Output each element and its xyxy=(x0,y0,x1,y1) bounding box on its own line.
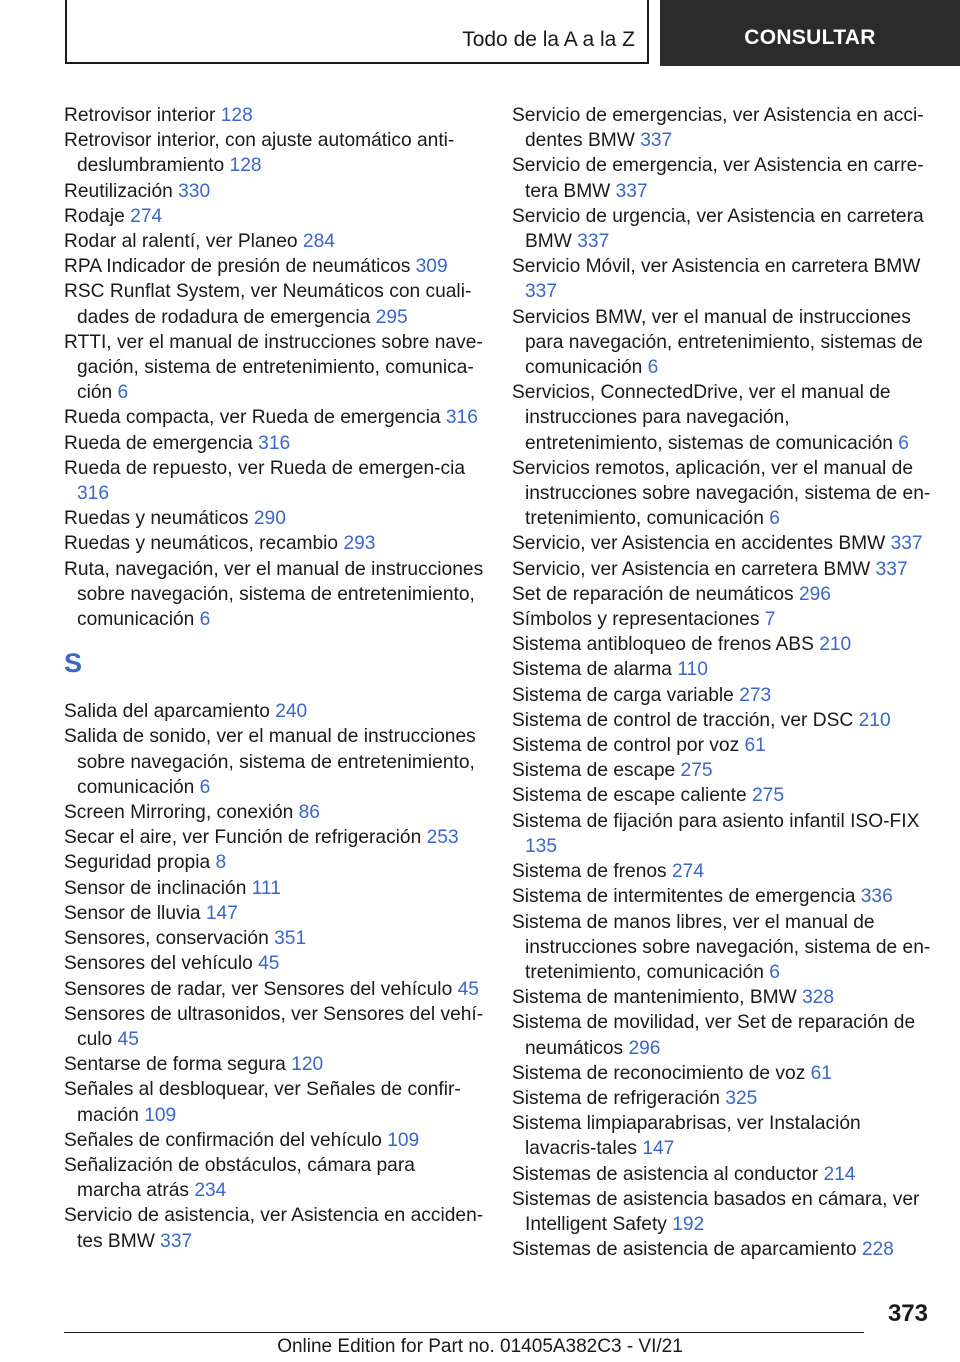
index-entry xyxy=(512,1187,932,1237)
index-entry xyxy=(64,279,484,329)
index-entry-text: Ruta, navegación, ver el manual de instrucciones sobre navegación, sistema de entretenimiento, comunicación xyxy=(64,558,484,631)
index-page-link[interactable]: 210 xyxy=(819,634,852,656)
index-entry-text: Sensores, conservación xyxy=(64,928,269,950)
index-entry-text: Servicio, ver Asistencia en accidentes BMW xyxy=(512,533,886,555)
index-entry-text: Sensores del vehículo xyxy=(64,953,253,975)
index-page-link[interactable]: 6 xyxy=(647,357,659,379)
index-page-link[interactable]: 120 xyxy=(291,1054,324,1076)
index-entry xyxy=(512,632,932,657)
index-page-link[interactable]: 234 xyxy=(194,1180,227,1202)
header-tab-todo-a-z[interactable]: Todo de la A a la Z xyxy=(462,28,635,51)
index-entry xyxy=(512,531,932,556)
index-entry xyxy=(512,884,932,909)
index-entry-text: Servicios BMW, ver el manual de instrucciones para navegación, entretenimiento, sistemas de comunicación xyxy=(512,306,923,379)
header-bottom-rule xyxy=(65,62,649,64)
index-page-link[interactable]: 296 xyxy=(798,583,831,605)
index-entry-text: Sensor de inclinación xyxy=(64,877,247,899)
index-entry-text: Screen Mirroring, conexión xyxy=(64,802,294,824)
index-entry xyxy=(512,254,932,304)
index-entry xyxy=(64,128,484,178)
index-page-link[interactable]: 135 xyxy=(525,835,558,857)
index-entry-text: Servicio de emergencia, ver Asistencia en carre-tera BMW xyxy=(512,155,924,202)
index-entry-text: Sistema de movilidad, ver Set de reparación de neumáticos xyxy=(512,1012,916,1059)
index-entry-text: Sistema de carga variable xyxy=(512,684,734,706)
index-page-link[interactable]: 284 xyxy=(302,231,335,253)
index-entry-text: Rodaje xyxy=(64,205,125,227)
footer-rule xyxy=(64,1332,864,1333)
index-page-link[interactable]: 86 xyxy=(298,802,320,824)
index-page-link[interactable]: 192 xyxy=(672,1213,705,1235)
index-entry-text: Ruedas y neumáticos, recambio xyxy=(64,533,339,555)
index-entry-text: Servicios remotos, aplicación, ver el manual de instrucciones sobre navegación, sistema de en-tretenimiento, comunicación xyxy=(512,457,931,530)
index-entry-text: Servicio de asistencia, ver Asistencia en acciden-tes BMW xyxy=(64,1205,484,1252)
index-page-link[interactable]: 214 xyxy=(823,1163,856,1185)
index-entry xyxy=(64,531,484,556)
index-entry-text: Salida del aparcamiento xyxy=(64,701,270,723)
index-entry-text: Sensor de lluvia xyxy=(64,902,201,924)
index-entry-text: Sistemas de asistencia de aparcamiento xyxy=(512,1239,857,1261)
index-page-link[interactable]: 8 xyxy=(215,852,227,874)
index-page-link[interactable]: 253 xyxy=(426,827,459,849)
index-entry xyxy=(64,1052,484,1077)
index-entry-text: Seguridad propia xyxy=(64,852,211,874)
index-entry xyxy=(64,1077,484,1127)
index-entry xyxy=(64,951,484,976)
index-entry xyxy=(64,204,484,229)
index-entry xyxy=(512,1111,932,1161)
index-entry-text: Sistema de intermitentes de emergencia xyxy=(512,886,856,908)
index-page-link[interactable]: 7 xyxy=(764,609,776,631)
index-column-right xyxy=(512,103,932,1262)
index-page-link[interactable]: 336 xyxy=(860,886,893,908)
index-page-link[interactable]: 273 xyxy=(739,684,772,706)
index-entry-text: Servicio, ver Asistencia en carretera BMW xyxy=(512,558,871,580)
index-entry xyxy=(64,330,484,406)
index-entry-text: Señales de confirmación del vehículo xyxy=(64,1129,382,1151)
index-entry-text: Sistema de refrigeración xyxy=(512,1087,720,1109)
header-divider xyxy=(647,0,649,64)
index-entry-text: Sistema de fijación para asiento infantil ISO-FIX xyxy=(512,810,920,832)
index-entry xyxy=(512,1061,932,1086)
index-entry xyxy=(512,103,932,153)
index-entry-text: Rueda de emergencia xyxy=(64,432,253,454)
index-entry xyxy=(64,179,484,204)
index-entry-text: Sistema de escape xyxy=(512,760,676,782)
index-entry xyxy=(512,985,932,1010)
index-page-link[interactable]: 328 xyxy=(802,987,835,1009)
index-entry-text: Rueda de repuesto, ver Rueda de emergen-cia xyxy=(64,457,466,479)
index-page-link[interactable]: 337 xyxy=(160,1230,193,1252)
index-page-link[interactable]: 6 xyxy=(898,432,909,454)
index-entry xyxy=(64,876,484,901)
index-entry xyxy=(64,557,484,633)
index-entry xyxy=(512,582,932,607)
index-page-link[interactable]: 61 xyxy=(744,735,766,757)
index-entry-text: Rodar al ralentí, ver Planeo xyxy=(64,231,298,253)
index-page-link[interactable]: 325 xyxy=(725,1087,758,1109)
index-page-link[interactable]: 275 xyxy=(752,785,785,807)
header-tab-consultar[interactable]: CONSULTAR xyxy=(660,0,960,66)
index-page-link[interactable]: 240 xyxy=(275,701,308,723)
index-entry-text: Sistema de alarma xyxy=(512,659,672,681)
index-page-link[interactable]: 337 xyxy=(577,231,610,253)
index-entry xyxy=(64,103,484,128)
index-entry xyxy=(64,977,484,1002)
index-letter-heading: S xyxy=(64,648,83,679)
index-page-link[interactable]: 295 xyxy=(375,306,408,328)
index-page-link[interactable]: 61 xyxy=(810,1062,832,1084)
index-entry-text: Servicio de emergencias, ver Asistencia en acci-dentes BMW xyxy=(512,105,924,152)
index-page-link[interactable]: 274 xyxy=(672,861,705,883)
index-entry-text: Servicio de urgencia, ver Asistencia en carretera BMW xyxy=(512,205,924,253)
index-page-link[interactable]: 337 xyxy=(890,533,923,555)
index-entry-text: Sistemas de asistencia al conductor xyxy=(512,1163,819,1185)
index-entry-text: Sistema antibloqueo de frenos ABS xyxy=(512,634,814,656)
index-page-link[interactable]: 296 xyxy=(628,1037,661,1059)
index-entry xyxy=(64,1128,484,1153)
index-page-link[interactable]: 316 xyxy=(445,407,478,429)
index-page-link[interactable]: 6 xyxy=(769,961,780,983)
index-page-link[interactable]: 111 xyxy=(251,877,281,899)
index-entry-text: Sensores de ultrasonidos, ver Sensores del vehí-culo xyxy=(64,1003,484,1050)
index-page-link[interactable]: 228 xyxy=(861,1239,894,1261)
index-entry xyxy=(512,557,932,582)
header-left-rule xyxy=(65,0,67,64)
index-entry xyxy=(64,405,484,430)
index-entry-text: Sistema limpiaparabrisas, ver Instalación lavacris-tales xyxy=(512,1113,861,1160)
index-page-link[interactable]: 45 xyxy=(457,978,479,1000)
index-entry xyxy=(64,254,484,279)
page-number: 373 xyxy=(887,1300,928,1327)
index-entry-text: Sensores de radar, ver Sensores del vehículo xyxy=(64,978,453,1000)
index-entry-text: Retrovisor interior, con ajuste automático anti-deslumbramiento xyxy=(64,130,455,177)
index-entry xyxy=(512,708,932,733)
index-entry-text: RSC Runflat System, ver Neumáticos con cuali-dades de rodadura de emergencia xyxy=(64,281,472,328)
index-entry-text: RTTI, ver el manual de instrucciones sobre nave-gación, sistema de entretenimiento, comunica-ción xyxy=(64,331,483,404)
index-entry xyxy=(64,431,484,456)
index-page-link[interactable]: 147 xyxy=(205,902,238,924)
index-entry-text: Sistema de frenos xyxy=(512,861,667,883)
index-page-link[interactable]: 45 xyxy=(258,953,280,975)
index-entry xyxy=(512,910,932,986)
index-entry xyxy=(512,305,932,381)
index-entry-text: Secar el aire, ver Función de refrigeración xyxy=(64,827,422,849)
index-entry-text: Servicios, ConnectedDrive, ver el manual de instrucciones para navegación, entretenimiento, sistemas de comunicación xyxy=(512,382,893,454)
index-page-link[interactable]: 309 xyxy=(415,256,448,278)
index-entry xyxy=(64,229,484,254)
index-entry xyxy=(512,153,932,203)
index-entry xyxy=(64,901,484,926)
index-page-link[interactable]: 337 xyxy=(615,180,648,202)
index-entry xyxy=(512,733,932,758)
footer-edition: Online Edition for Part no. 01405A382C3 - VI/21 xyxy=(277,1336,683,1357)
index-column-left xyxy=(64,103,484,1254)
index-page-link[interactable]: 337 xyxy=(875,558,908,580)
index-page-link[interactable]: 275 xyxy=(680,760,713,782)
index-entry-text: Rueda compacta, ver Rueda de emergencia xyxy=(64,407,441,429)
index-entry-text: Sistema de escape caliente xyxy=(512,785,747,807)
index-entry xyxy=(512,683,932,708)
index-entry-text: Servicio Móvil, ver Asistencia en carretera BMW xyxy=(512,256,921,278)
index-entry xyxy=(64,850,484,875)
index-page-link[interactable]: 6 xyxy=(769,508,780,530)
index-page-link[interactable]: 128 xyxy=(220,105,253,126)
index-entry xyxy=(64,1002,484,1052)
index-entry xyxy=(512,783,932,808)
index-page-link[interactable]: 6 xyxy=(199,609,211,631)
index-entry xyxy=(64,825,484,850)
index-page-link[interactable]: 337 xyxy=(525,281,558,303)
index-entry xyxy=(512,1162,932,1187)
index-entry-text: Sentarse de forma segura xyxy=(64,1054,286,1076)
index-entry xyxy=(64,724,484,800)
index-entry-text: Señalización de obstáculos, cámara para marcha atrás xyxy=(64,1154,415,1202)
index-entry xyxy=(512,1237,932,1262)
index-entry xyxy=(512,380,932,456)
index-page-link[interactable]: 6 xyxy=(117,382,129,404)
index-page-link[interactable]: 316 xyxy=(77,483,110,505)
index-page-link[interactable]: 109 xyxy=(387,1129,420,1151)
index-entry xyxy=(512,1086,932,1111)
index-entry xyxy=(64,699,484,724)
index-page-link[interactable]: 45 xyxy=(117,1028,139,1050)
index-entry-text: Sistema de reconocimiento de voz xyxy=(512,1062,806,1084)
index-page-link[interactable]: 290 xyxy=(253,508,286,530)
index-entry xyxy=(512,456,932,532)
index-entry xyxy=(64,1203,484,1253)
index-entry xyxy=(512,657,932,682)
index-page-link[interactable]: 128 xyxy=(229,155,262,177)
index-entry xyxy=(64,800,484,825)
index-page-link[interactable]: 210 xyxy=(858,709,891,731)
index-entry xyxy=(64,926,484,951)
index-entry xyxy=(64,1153,484,1203)
index-entry-text: Sistema de mantenimiento, BMW xyxy=(512,987,797,1009)
index-page-link[interactable]: 109 xyxy=(144,1104,177,1126)
index-entry-text: Símbolos y representaciones xyxy=(512,609,760,631)
index-page-link[interactable]: 110 xyxy=(677,659,708,681)
index-page-link[interactable]: 6 xyxy=(199,776,211,798)
index-entry xyxy=(512,204,932,254)
index-entry-text: Sistema de control de tracción, ver DSC xyxy=(512,709,854,731)
page-header xyxy=(0,0,960,66)
index-entry-text: Sistema de manos libres, ver el manual de instrucciones sobre navegación, sistema de en-tretenimiento, comunicación xyxy=(512,911,931,983)
index-page-link[interactable]: 330 xyxy=(178,180,211,202)
index-entry-text: Sistemas de asistencia basados en cámara, ver Intelligent Safety xyxy=(512,1188,920,1235)
index-entry xyxy=(512,859,932,884)
index-entry-text: Salida de sonido, ver el manual de instrucciones sobre navegación, sistema de entretenimiento, comunicación xyxy=(64,726,476,798)
index-entry-text: Set de reparación de neumáticos xyxy=(512,583,794,605)
index-entry-text: Reutilización xyxy=(64,180,173,202)
index-entry-text: Sistema de control por voz xyxy=(512,735,740,757)
index-entry-text: RPA Indicador de presión de neumáticos xyxy=(64,256,411,278)
index-page-link[interactable]: 293 xyxy=(343,533,376,555)
index-entry xyxy=(64,506,484,531)
index-entry xyxy=(64,456,484,506)
index-entry-text: Retrovisor interior xyxy=(64,105,216,126)
index-entry xyxy=(512,809,932,859)
index-entry xyxy=(512,1010,932,1060)
index-entry-text: Señales al desbloquear, ver Señales de confir-mación xyxy=(64,1079,461,1126)
index-page-link[interactable]: 147 xyxy=(642,1138,675,1160)
index-entry-text: Ruedas y neumáticos xyxy=(64,508,249,530)
index-page-link[interactable]: 274 xyxy=(130,205,163,227)
index-entry xyxy=(512,607,932,632)
index-page-link[interactable]: 337 xyxy=(640,130,673,152)
index-page-link[interactable]: 316 xyxy=(258,432,291,454)
index-page-link[interactable]: 351 xyxy=(274,928,307,950)
index-entry xyxy=(512,758,932,783)
